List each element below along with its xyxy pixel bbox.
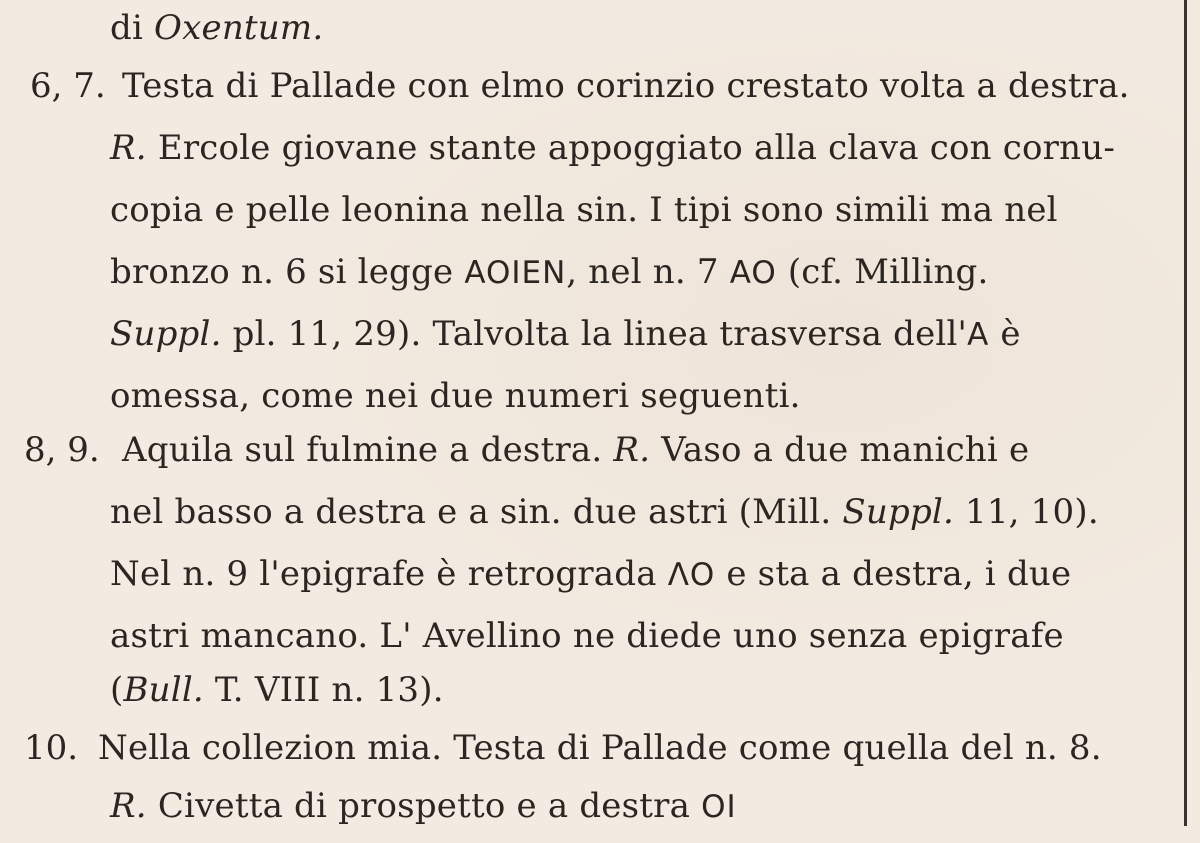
text-segment: Nel n. 9 l'epigrafe è retrograda <box>110 554 668 594</box>
entry-6-7-line-5 <box>110 314 1021 355</box>
reverse-abbrev: R. <box>110 128 147 168</box>
entry-10-line-2 <box>110 786 737 827</box>
page-edge-rule <box>1184 0 1187 826</box>
text-segment: Civetta di prospetto e a destra <box>146 786 702 826</box>
entry-8-9-line-5 <box>110 670 444 710</box>
entry-8-9-line-3 <box>110 554 1071 595</box>
entry-6-7-line-4 <box>110 252 989 293</box>
text-segment: Vaso a due manichi e <box>650 430 1030 470</box>
italic-reference: Bull. <box>123 670 204 710</box>
entry-6-7-line-6: omessa, come nei due numeri seguenti. <box>110 376 801 416</box>
text-segment: Ercole giovane stante appoggiato alla clava con cornu- <box>157 128 1116 168</box>
text-segment: (cf. Milling. <box>776 252 989 292</box>
entry-8-9-line-2 <box>110 492 1099 532</box>
reverse-abbrev: R. <box>110 786 147 826</box>
text-segment: pl. 11, 29). Talvolta la linea trasversa dell' <box>221 314 968 354</box>
inscription-ao: AO <box>729 255 777 291</box>
text-segment: nel basso a destra e a sin. due astri (Mill. <box>110 492 843 532</box>
inscription-aoien: AOIEN <box>464 255 567 291</box>
text-segment: di <box>110 8 155 48</box>
text-segment: bronzo n. 6 si legge <box>110 252 465 292</box>
entry-10-line-1: Nella collezion mia. Testa di Pallade come quella del n. 8. <box>98 728 1102 768</box>
text-line-oxentum <box>110 8 323 48</box>
text-segment: , nel n. 7 <box>566 252 730 292</box>
italic-place-name: Oxentum. <box>154 8 324 48</box>
entry-8-9-line-4: astri mancano. L' Avellino ne diede uno senza epigrafe <box>110 616 1064 656</box>
text-segment: T. VIII n. 13). <box>203 670 444 710</box>
entry-8-9-line-1 <box>122 430 1029 470</box>
entry-number-6-7: 6, 7. <box>30 66 106 106</box>
entry-number-8-9: 8, 9. <box>24 430 100 470</box>
italic-reference: Suppl. <box>842 492 954 532</box>
entry-number-10: 10. <box>24 728 79 768</box>
text-segment: e sta a destra, i due <box>715 554 1072 594</box>
inscription-a: A <box>967 317 990 353</box>
inscription-oi: OI <box>701 789 737 825</box>
text-segment: è <box>989 314 1021 354</box>
text-segment: Aquila sul fulmine a destra. <box>122 430 614 470</box>
text-segment: 11, 10). <box>954 492 1099 532</box>
italic-reference: Suppl. <box>110 314 222 354</box>
entry-6-7-line-3: copia e pelle leonina nella sin. I tipi sono simili ma nel <box>110 190 1058 230</box>
inscription-retrograde: ΛO <box>667 557 716 593</box>
entry-6-7-line-2 <box>110 128 1115 168</box>
entry-6-7-line-1: Testa di Pallade con elmo corinzio crestato volta a destra. <box>122 66 1130 106</box>
text-segment: ( <box>110 670 124 710</box>
reverse-abbrev: R. <box>613 430 651 470</box>
